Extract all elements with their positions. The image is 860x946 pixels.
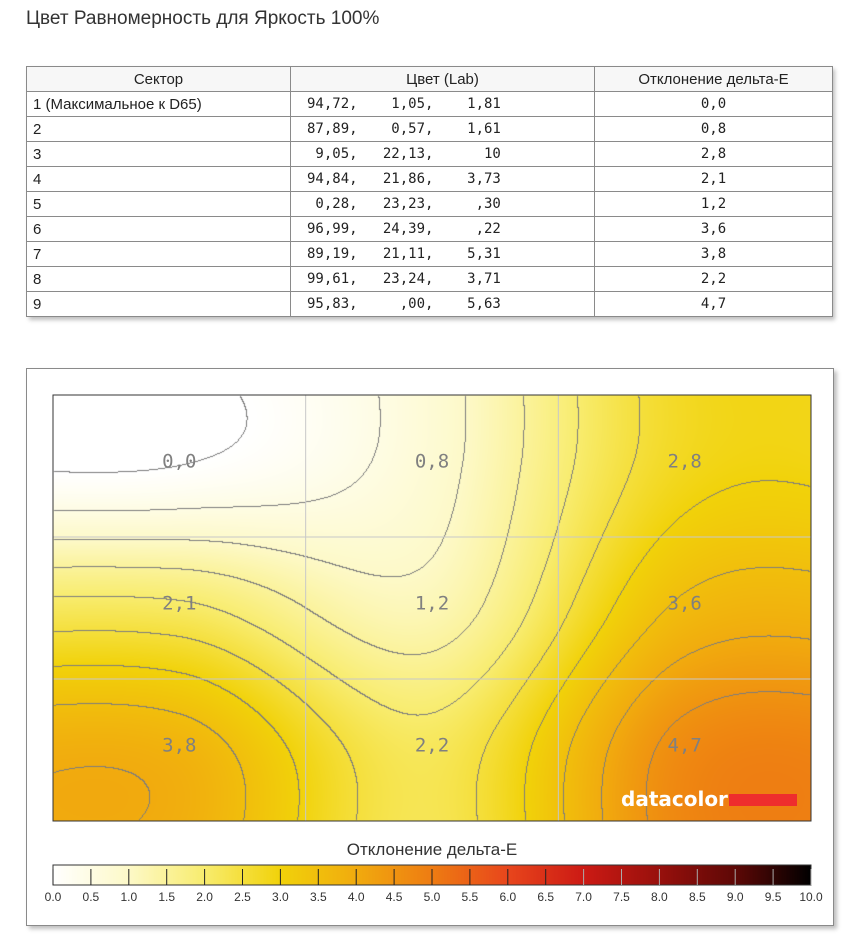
sector-value-label: 2,2 bbox=[414, 734, 450, 757]
lab-value-cell: 95,83, ,00, 5,63 bbox=[291, 292, 595, 317]
colorbar-tick-label: 9.0 bbox=[726, 890, 744, 904]
colorbar-tick-label: 5.5 bbox=[461, 890, 479, 904]
colorbar-tick-label: 8.0 bbox=[651, 890, 668, 904]
colorbar-tick-label: 4.0 bbox=[347, 890, 365, 904]
colorbar-tick-label: 0.0 bbox=[44, 890, 62, 904]
colorbar-tick-label: 10.0 bbox=[799, 890, 823, 904]
colorbar-tick-label: 1.0 bbox=[120, 890, 138, 904]
colorbar-tick-label: 6.0 bbox=[499, 890, 517, 904]
colorbar-tick-label: 9.5 bbox=[764, 890, 782, 904]
colorbar-tick-label: 7.5 bbox=[613, 890, 630, 904]
uniformity-chart-panel bbox=[26, 368, 834, 926]
sector-cell: 5 bbox=[27, 192, 291, 217]
sector-cell: 7 bbox=[27, 242, 291, 267]
uniformity-table bbox=[26, 66, 833, 317]
sector-cell: 4 bbox=[27, 167, 291, 192]
table-row bbox=[27, 292, 833, 317]
sector-value-label: 3,6 bbox=[667, 592, 702, 615]
table-body bbox=[27, 92, 833, 317]
lab-value-cell: 89,19, 21,11, 5,31 bbox=[291, 242, 595, 267]
sector-value-label: 1,2 bbox=[414, 592, 450, 615]
page-title: Цвет Равномерность для Яркость 100% bbox=[26, 8, 380, 29]
sector-cell: 6 bbox=[27, 217, 291, 242]
lab-value-cell: 94,84, 21,86, 3,73 bbox=[291, 167, 595, 192]
table-row bbox=[27, 267, 833, 292]
sector-cell: 2 bbox=[27, 117, 291, 142]
sector-value-label: 0,8 bbox=[414, 450, 450, 473]
sector-value-label: 4,7 bbox=[667, 734, 702, 757]
colorbar-tick-label: 7.0 bbox=[575, 890, 592, 904]
header-color-lab: Цвет (Lab) bbox=[291, 67, 595, 92]
colorbar-tick-label: 8.5 bbox=[688, 890, 706, 904]
table-row bbox=[27, 217, 833, 242]
lab-value-cell: 94,72, 1,05, 1,81 bbox=[291, 92, 595, 117]
sector-value-label: 0,0 bbox=[162, 450, 197, 473]
table-row bbox=[27, 167, 833, 192]
colorbar-tick-label: 5.0 bbox=[423, 890, 441, 904]
delta-e-cell: 2,1 bbox=[595, 167, 833, 192]
table-row bbox=[27, 92, 833, 117]
delta-e-cell: 2,2 bbox=[595, 267, 833, 292]
sector-value-label: 2,1 bbox=[162, 592, 197, 615]
delta-e-cell: 0,0 bbox=[595, 92, 833, 117]
delta-e-cell: 4,7 bbox=[595, 292, 833, 317]
sector-value-label: 2,8 bbox=[667, 450, 702, 473]
lab-value-cell: 87,89, 0,57, 1,61 bbox=[291, 117, 595, 142]
lab-value-cell: 9,05, 22,13, 10 bbox=[291, 142, 595, 167]
colorbar-title: Отклонение дельта-E bbox=[346, 840, 518, 859]
delta-e-cell: 3,8 bbox=[595, 242, 833, 267]
lab-value-cell: 99,61, 23,24, 3,71 bbox=[291, 267, 595, 292]
uniformity-table-wrapper bbox=[26, 66, 832, 317]
table-row bbox=[27, 192, 833, 217]
header-delta-e: Отклонение дельта-E bbox=[595, 67, 833, 92]
delta-e-cell: 3,6 bbox=[595, 217, 833, 242]
sector-cell: 3 bbox=[27, 142, 291, 167]
uniformity-heatmap bbox=[27, 369, 833, 925]
sector-cell: 9 bbox=[27, 292, 291, 317]
table-header-row bbox=[27, 67, 833, 92]
table-row bbox=[27, 142, 833, 167]
table-row bbox=[27, 117, 833, 142]
colorbar-tick-label: 6.5 bbox=[537, 890, 555, 904]
colorbar-tick-label: 2.0 bbox=[196, 890, 213, 904]
delta-e-cell: 1,2 bbox=[595, 192, 833, 217]
colorbar-tick-label: 0.5 bbox=[82, 890, 100, 904]
sector-cell: 1 (Максимальное к D65) bbox=[27, 92, 291, 117]
colorbar-tick-label: 2.5 bbox=[234, 890, 251, 904]
colorbar-tick-label: 3.5 bbox=[309, 890, 327, 904]
header-sector: Сектор bbox=[27, 67, 291, 92]
colorbar-tick-label: 1.5 bbox=[158, 890, 176, 904]
sector-value-label: 3,8 bbox=[162, 734, 197, 757]
colorbar-tick-label: 4.5 bbox=[385, 890, 403, 904]
datacolor-logo-text: datacolor bbox=[621, 787, 728, 811]
delta-e-cell: 2,8 bbox=[595, 142, 833, 167]
colorbar-tick-label: 3.0 bbox=[272, 890, 289, 904]
delta-e-cell: 0,8 bbox=[595, 117, 833, 142]
table-row bbox=[27, 242, 833, 267]
sector-cell: 8 bbox=[27, 267, 291, 292]
datacolor-logo-bar bbox=[729, 794, 797, 806]
lab-value-cell: 0,28, 23,23, ,30 bbox=[291, 192, 595, 217]
lab-value-cell: 96,99, 24,39, ,22 bbox=[291, 217, 595, 242]
